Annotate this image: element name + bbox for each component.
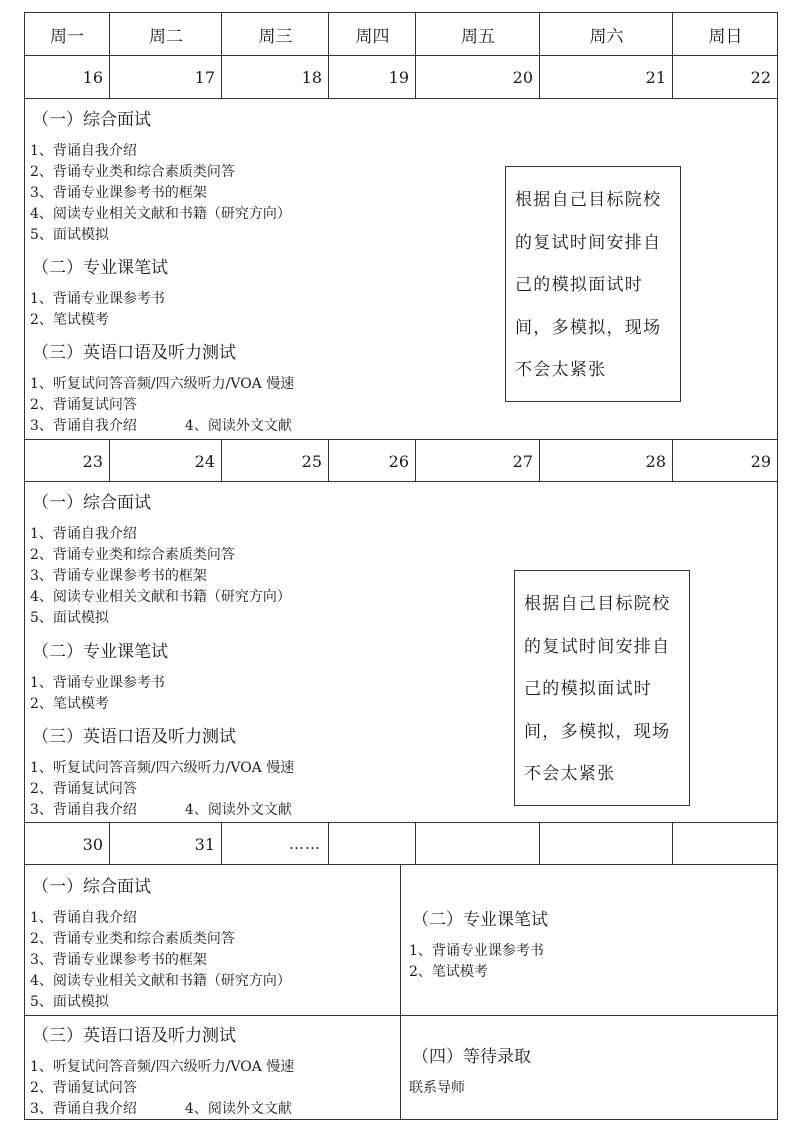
english-test-item: 2、背诵复试问答 — [30, 781, 137, 797]
weekday-header: 周六 — [589, 26, 624, 47]
english-test-item: 1、听复试问答音频/四六级听力/VOA 慢速 — [30, 760, 295, 776]
table-border-left — [24, 12, 25, 1120]
note-line: 间，多模拟，现场 — [524, 721, 671, 742]
english-test-item: 4、阅读外文文献 — [184, 802, 292, 818]
date-cell: 31 — [194, 834, 215, 854]
interview-item: 3、背诵专业课参考书的框架 — [30, 185, 207, 201]
english-test-item: 1、听复试问答音频/四六级听力/VOA 慢速 — [30, 376, 295, 392]
date-cell — [416, 823, 540, 865]
weekday-header: 周五 — [461, 26, 495, 47]
written-exam-item: 1、背诵专业课参考书 — [409, 943, 544, 959]
note-line: 不会太紧张 — [515, 360, 607, 380]
date-cell: 29 — [750, 451, 771, 471]
interview-item: 5、面试模拟 — [30, 610, 109, 626]
note-line: 的复试时间安排自 — [515, 232, 662, 253]
column-divider — [400, 864, 401, 1120]
date-cell: 25 — [301, 451, 322, 471]
interview-item: 3、背诵专业课参考书的框架 — [30, 568, 207, 584]
row-divider — [24, 1015, 778, 1016]
date-cell: 21 — [645, 68, 666, 87]
weekday-header: 周一 — [50, 26, 84, 47]
date-cell: 18 — [301, 68, 322, 87]
english-test-item: 4、阅读外文文献 — [184, 1101, 292, 1117]
interview-item: 1、背诵自我介绍 — [30, 143, 137, 159]
interview-item: 5、面试模拟 — [30, 227, 109, 243]
english-test-item-row — [30, 416, 292, 437]
weekday-header: 周四 — [355, 26, 390, 47]
date-cell: 26 — [388, 451, 409, 471]
english-test-item: 4、阅读外文文献 — [184, 418, 292, 434]
date-cell — [329, 823, 416, 865]
written-exam-item: 2、笔试模考 — [30, 696, 109, 712]
interview-heading: （一）综合面试 — [32, 493, 151, 513]
date-cell: 30 — [82, 834, 103, 854]
interview-item: 4、阅读专业相关文献和书籍（研究方向） — [30, 206, 291, 222]
interview-heading: （一）综合面试 — [32, 877, 151, 897]
interview-item: 2、背诵专业类和综合素质类问答 — [30, 164, 235, 180]
interview-item: 2、背诵专业类和综合素质类问答 — [30, 547, 235, 563]
note-line: 己的模拟面试时 — [524, 679, 653, 699]
english-test-item: 3、背诵自我介绍 — [30, 1101, 137, 1117]
written-exam-item: 2、笔试模考 — [30, 312, 109, 328]
english-test-heading: （三）英语口语及听力测试 — [32, 343, 236, 363]
interview-item: 1、背诵自我介绍 — [30, 910, 137, 926]
weekday-header: 周二 — [149, 26, 183, 47]
written-exam-heading: （二）专业课笔试 — [32, 642, 168, 662]
interview-item: 2、背诵专业类和综合素质类问答 — [30, 931, 235, 947]
english-test-item-row — [30, 1099, 292, 1120]
written-exam-item: 1、背诵专业课参考书 — [30, 291, 165, 307]
english-test-item: 2、背诵复试问答 — [30, 1080, 137, 1096]
date-cell: 27 — [512, 451, 533, 471]
date-cell: 16 — [82, 68, 103, 87]
interview-item: 4、阅读专业相关文献和书籍（研究方向） — [30, 589, 291, 605]
interview-item: 1、背诵自我介绍 — [30, 526, 137, 542]
mock-interview-note — [514, 570, 690, 806]
schedule-table — [24, 12, 778, 1120]
note-line: 间，多模拟，现场 — [515, 317, 662, 338]
english-test-item: 3、背诵自我介绍 — [30, 802, 137, 818]
date-cell: 19 — [388, 68, 409, 87]
interview-item: 4、阅读专业相关文献和书籍（研究方向） — [30, 973, 291, 989]
admission-wait-heading: （四）等待录取 — [412, 1047, 531, 1067]
weekday-header: 周三 — [258, 26, 293, 47]
interview-item: 3、背诵专业课参考书的框架 — [30, 952, 207, 968]
note-line: 己的模拟面试时 — [515, 275, 644, 295]
note-line: 不会太紧张 — [524, 764, 616, 784]
date-cell — [540, 823, 673, 865]
english-test-item: 2、背诵复试问答 — [30, 397, 137, 413]
table-border-right — [777, 12, 778, 1120]
date-cell-ellipsis: …… — [289, 835, 321, 853]
english-test-item-row — [30, 800, 292, 821]
date-cell: 17 — [194, 68, 215, 87]
note-line: 的复试时间安排自 — [524, 636, 671, 657]
english-test-heading: （三）英语口语及听力测试 — [32, 1026, 236, 1046]
written-exam-heading: （二）专业课笔试 — [412, 910, 548, 930]
written-exam-item: 1、背诵专业课参考书 — [30, 675, 165, 691]
admission-wait-item: 联系导师 — [409, 1080, 465, 1096]
interview-item: 5、面试模拟 — [30, 994, 109, 1010]
written-exam-heading: （二）专业课笔试 — [32, 258, 168, 278]
english-test-item: 1、听复试问答音频/四六级听力/VOA 慢速 — [30, 1059, 295, 1075]
date-cell: 22 — [750, 68, 771, 87]
date-cell: 23 — [82, 451, 103, 471]
weekday-header: 周日 — [708, 26, 743, 47]
note-line: 根据自己目标院校 — [524, 594, 671, 614]
date-cell: 20 — [512, 68, 533, 87]
note-line: 根据自己目标院校 — [515, 190, 662, 210]
date-cell: 28 — [645, 451, 666, 471]
interview-heading: （一）综合面试 — [32, 110, 151, 130]
written-exam-item: 2、笔试模考 — [409, 964, 488, 980]
english-test-heading: （三）英语口语及听力测试 — [32, 727, 236, 747]
english-test-item: 3、背诵自我介绍 — [30, 418, 137, 434]
date-cell — [673, 823, 778, 865]
date-cell: 24 — [194, 451, 215, 471]
mock-interview-note — [505, 166, 681, 402]
